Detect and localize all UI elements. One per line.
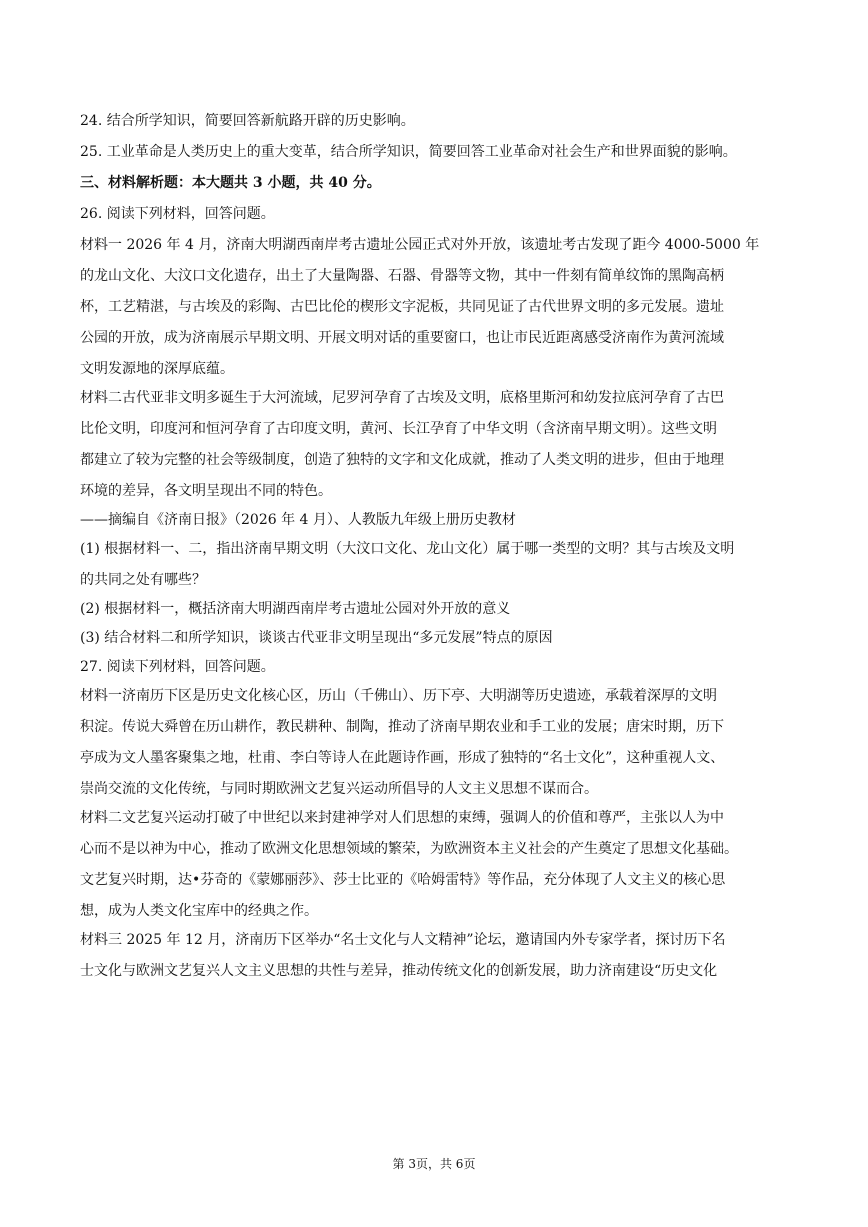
section-3-heading: 三、材料解析题：本大题共 3 小题，共 40 分。 [80,175,381,191]
q26-subquestion-1-line: (1) 根据材料一、二，指出济南早期文明（大汶口文化、龙山文化）属于哪一类型的文明？其与古埃及文明 [80,541,735,557]
q27-material-2-line: 想，成为人类文化宝库中的经典之作。 [80,903,318,919]
q26-subquestion-3-line: (3) 结合材料二和所学知识，谈谈古代亚非文明呈现出“多元发展”特点的原因 [80,630,553,646]
question-25: 25. 工业革命是人类历史上的重大变革，结合所学知识，简要回答工业革命对社会生产和世界面貌的影响。 [80,144,737,160]
page-footer [0,1157,868,1171]
q26-material-2-line: 环境的差异，各文明呈现出不同的特色。 [80,483,332,499]
question-24: 24. 结合所学知识，简要回答新航路开辟的历史影响。 [80,113,415,129]
q26-material-1-line: 文明发源地的深厚底蕴。 [80,361,234,377]
q27-material-1-line: 亭成为文人墨客聚集之地，杜甫、李白等诗人在此题诗作画，形成了独特的“名士文化”，这种重视人文、 [80,750,725,766]
q27-material-3 [80,931,790,981]
q26-source [80,511,790,530]
q26-material-1-line: 杯，工艺精湛，与古埃及的彩陶、古巴比伦的楔形文字泥板，共同见证了古代世界文明的多元发展。遗址 [80,299,724,315]
q26-material-1 [80,236,790,379]
q27-material-2-line: 材料二文艺复兴运动打破了中世纪以来封建神学对人们思想的束缚，强调人的价值和尊严，主张以人为中 [80,810,724,826]
q27-material-1-line: 材料一济南历下区是历史文化核心区，历山（千佛山）、历下亭、大明湖等历史遗迹，承载着深厚的文明 [80,688,717,704]
q27-material-1-line: 积淀。传说大舜曾在历山耕作，教民耕种、制陶，推动了济南早期农业和手工业的发展；唐宋时期，历下 [80,719,724,735]
q26-material-1-line: 的龙山文化、大汶口文化遗存，出土了大量陶器、石器、骨器等文物，其中一件刻有简单纹饰的黑陶高柄 [80,268,724,284]
q27-material-3-line: 材料三 2025 年 12 月，济南历下区举办“名士文化与人文精神”论坛，邀请国内外专家学者，探讨历下名 [80,932,726,948]
q27-material-1 [80,687,790,799]
q26-subquestion-1 [80,540,790,590]
question-27-stem-block [80,658,790,677]
q26-material-2 [80,389,790,501]
q27-material-2-line: 心而不是以神为中心，推动了欧洲文化思想领域的繁荣，为欧洲资本主义社会的产生奠定了思想文化基础。 [80,841,738,857]
question-27-stem: 27. 阅读下列材料，回答问题。 [80,659,275,675]
q27-material-2-line: 文艺复兴时期，达•芬奇的《蒙娜丽莎》、莎士比亚的《哈姆雷特》等作品，充分体现了人文主义的核心思 [80,872,726,888]
q27-material-1-line: 崇尚交流的文化传统，与同时期欧洲文艺复兴运动所倡导的人文主义思想不谋而合。 [80,781,598,797]
q26-subquestion-2-line: (2) 根据材料一，概括济南大明湖西南岸考古遗址公园对外开放的意义 [80,601,511,617]
q26-subquestion-3 [80,629,790,648]
q26-subquestion-2 [80,600,790,619]
q27-material-3-line: 士文化与欧洲文艺复兴人文主义思想的共性与差异，推动传统文化的创新发展，助力济南建设“历史文化 [80,963,718,979]
q26-subquestion-1-line: 的共同之处有哪些？ [80,572,206,588]
question-26-stem: 26. 阅读下列材料，回答问题。 [80,206,275,222]
q26-material-2-line: 都建立了较为完整的社会等级制度，创造了独特的文字和文化成就，推动了人类文明的进步，但由于地理 [80,452,724,468]
page-content [80,112,790,991]
q26-material-2-line: 材料二古代亚非文明多诞生于大河流域，尼罗河孕育了古埃及文明，底格里斯河和幼发拉底河孕育了古巴 [80,390,724,406]
q26-material-2-line: 比伦文明，印度河和恒河孕育了古印度文明，黄河、长江孕育了中华文明（含济南早期文明）。这些文明 [80,421,717,437]
q26-material-1-line: 公园的开放，成为济南展示早期文明、开展文明对话的重要窗口，也让市民近距离感受济南作为黄河流域 [80,330,724,346]
q26-source-line: ——摘编自《济南日报》（2026 年 4 月）、人教版九年级上册历史教材 [80,512,516,528]
q27-material-2 [80,809,790,921]
page-number: 第 3页，共 6页 [392,1157,476,1171]
q26-material-1-line: 材料一 2026 年 4 月，济南大明湖西南岸考古遗址公园正式对外开放，该遗址考古发现了距今 4000-5000 年 [80,237,760,253]
